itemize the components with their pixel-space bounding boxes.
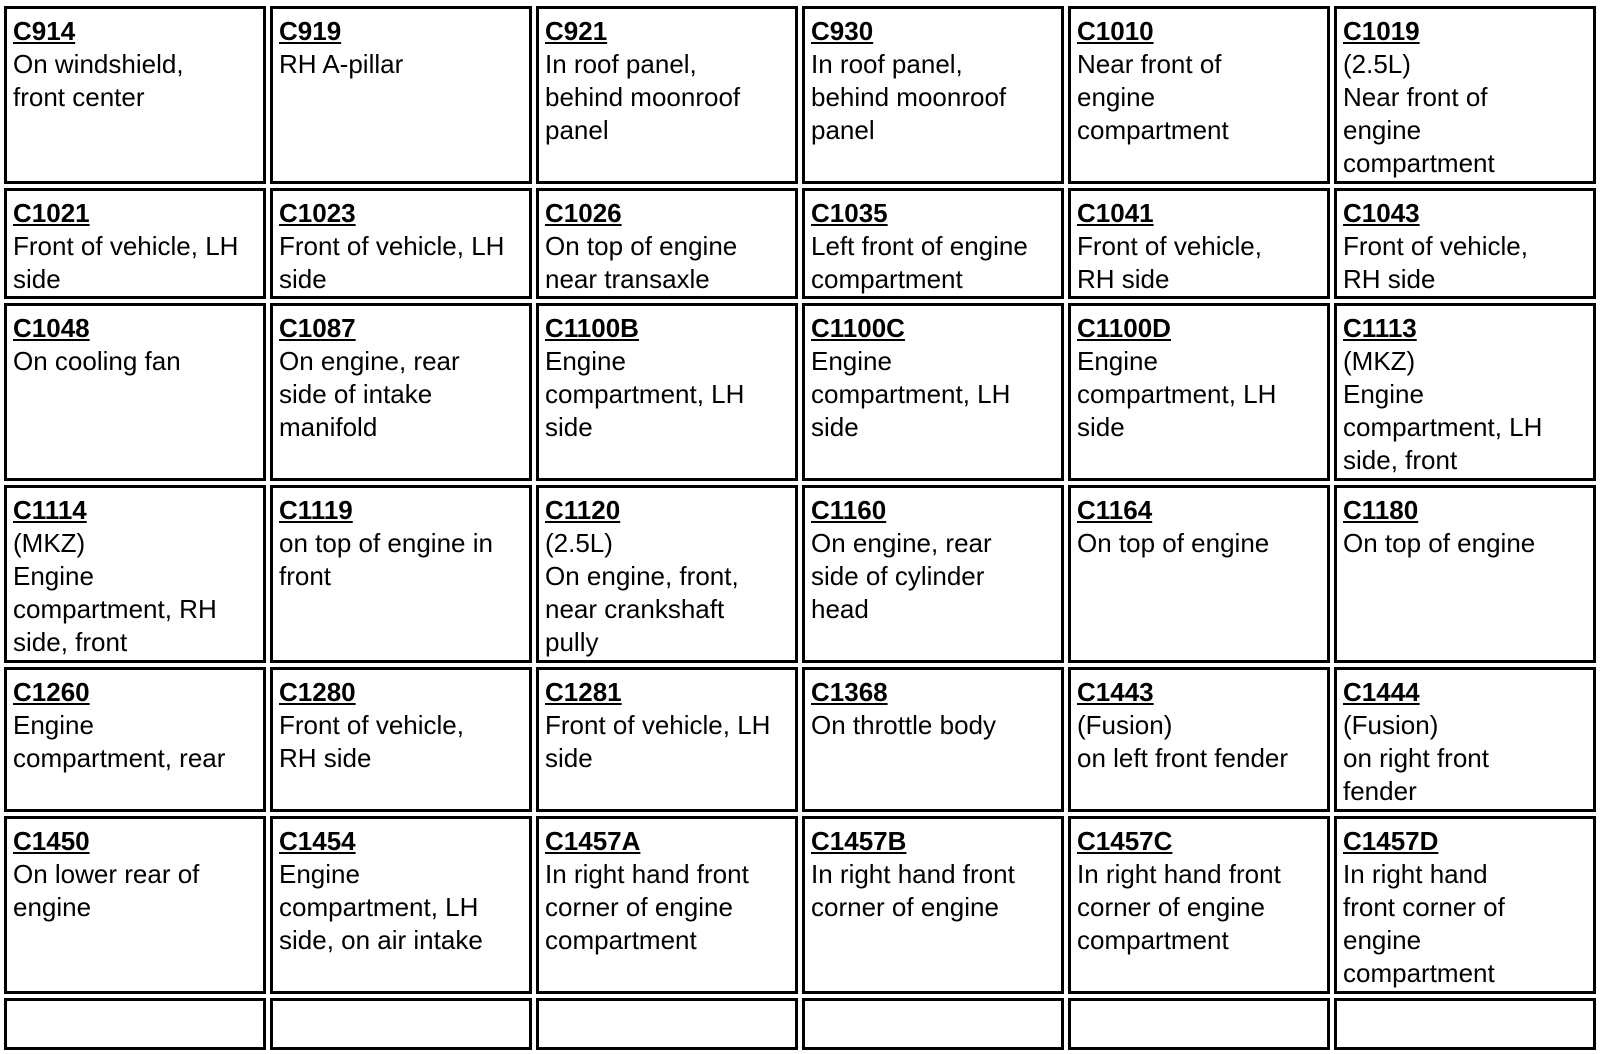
connector-code: C1281 bbox=[545, 677, 622, 707]
connector-code: C1260 bbox=[13, 677, 90, 707]
table-row bbox=[4, 188, 1596, 299]
table-cell bbox=[802, 188, 1064, 299]
connector-location: Near front of engine compartment bbox=[1077, 49, 1229, 145]
connector-location: In right hand front corner of engine compartment bbox=[1077, 859, 1281, 955]
connector-code: C1454 bbox=[279, 826, 356, 856]
connector-location: On engine, rear side of cylinder head bbox=[811, 528, 992, 624]
connector-location: (Fusion) on right front fender bbox=[1343, 710, 1489, 806]
table-cell bbox=[536, 6, 798, 184]
connector-code: C1119 bbox=[279, 495, 353, 525]
connector-code: C1113 bbox=[1343, 313, 1417, 343]
connector-location: On windshield, front center bbox=[13, 49, 184, 112]
connector-location: on top of engine in front bbox=[279, 528, 493, 591]
connector-location: In right hand front corner of engine bbox=[811, 859, 1015, 922]
table-cell bbox=[270, 188, 532, 299]
connector-code: C1457D bbox=[1343, 826, 1439, 856]
connector-code: C1160 bbox=[811, 495, 887, 525]
table-cell-empty bbox=[4, 998, 266, 1050]
connector-code: C1043 bbox=[1343, 198, 1420, 228]
table-row bbox=[4, 303, 1596, 481]
table-cell bbox=[1068, 188, 1330, 299]
connector-location: (MKZ) Engine compartment, RH side, front bbox=[13, 528, 217, 657]
connector-location: On lower rear of engine bbox=[13, 859, 200, 922]
table-cell bbox=[1068, 303, 1330, 481]
connector-location: RH A-pillar bbox=[279, 49, 404, 79]
table-cell bbox=[1334, 188, 1596, 299]
connector-code: C1450 bbox=[13, 826, 90, 856]
connector-code: C1457A bbox=[545, 826, 641, 856]
table-cell bbox=[1068, 667, 1330, 812]
connector-code: C1048 bbox=[13, 313, 90, 343]
connector-location: Front of vehicle, LH side bbox=[279, 231, 505, 294]
table-cell-empty bbox=[536, 998, 798, 1050]
connector-code: C1180 bbox=[1343, 495, 1419, 525]
table-cell bbox=[1334, 6, 1596, 184]
table-cell bbox=[4, 303, 266, 481]
connector-code: C1164 bbox=[1077, 495, 1153, 525]
table-cell bbox=[270, 6, 532, 184]
connector-code: C1100D bbox=[1077, 313, 1171, 343]
connector-location: Engine compartment, LH side, on air intake bbox=[279, 859, 483, 955]
connector-location: In roof panel, behind moonroof panel bbox=[545, 49, 741, 145]
table-cell bbox=[270, 303, 532, 481]
table-cell bbox=[270, 816, 532, 994]
connector-code: C1457C bbox=[1077, 826, 1173, 856]
connector-code: C919 bbox=[279, 16, 342, 46]
table-cell bbox=[4, 485, 266, 663]
connector-location: (MKZ) Engine compartment, LH side, front bbox=[1343, 346, 1543, 475]
connector-code: C1035 bbox=[811, 198, 888, 228]
connector-location: Engine compartment, LH side bbox=[1077, 346, 1277, 442]
table-cell bbox=[1068, 816, 1330, 994]
connector-location: In right hand front corner of engine compartment bbox=[545, 859, 749, 955]
table-cell bbox=[4, 6, 266, 184]
connector-location: On top of engine near transaxle bbox=[545, 231, 738, 294]
table-cell bbox=[802, 816, 1064, 994]
connector-code: C1026 bbox=[545, 198, 622, 228]
connector-location: On engine, rear side of intake manifold bbox=[279, 346, 460, 442]
table-cell-empty bbox=[1068, 998, 1330, 1050]
table-cell bbox=[1334, 303, 1596, 481]
connector-code: C1010 bbox=[1077, 16, 1154, 46]
connector-location: (2.5L) On engine, front, near crankshaft pully bbox=[545, 528, 739, 657]
connector-code: C1457B bbox=[811, 826, 907, 856]
connector-location: Engine compartment, rear bbox=[13, 710, 226, 773]
connector-code: C921 bbox=[545, 16, 608, 46]
table-cell bbox=[802, 485, 1064, 663]
connector-location: Front of vehicle, LH side bbox=[545, 710, 771, 773]
connector-location: Engine compartment, LH side bbox=[811, 346, 1011, 442]
table-cell bbox=[4, 667, 266, 812]
table-row bbox=[4, 667, 1596, 812]
connector-code: C930 bbox=[811, 16, 874, 46]
connector-code: C1023 bbox=[279, 198, 356, 228]
connector-location-table bbox=[0, 2, 1600, 1054]
connector-location: In right hand front corner of engine compartment bbox=[1343, 859, 1505, 988]
table-cell-empty bbox=[802, 998, 1064, 1050]
connector-code: C1443 bbox=[1077, 677, 1154, 707]
table-cell bbox=[536, 303, 798, 481]
table-cell bbox=[1068, 485, 1330, 663]
connector-code: C1100B bbox=[545, 313, 639, 343]
connector-code: C1019 bbox=[1343, 16, 1420, 46]
connector-code: C1444 bbox=[1343, 677, 1420, 707]
connector-code: C1120 bbox=[545, 495, 621, 525]
table-cell bbox=[536, 667, 798, 812]
connector-location: Front of vehicle, RH side bbox=[1343, 231, 1528, 294]
connector-code: C1021 bbox=[13, 198, 90, 228]
table-cell bbox=[1334, 485, 1596, 663]
table-cell bbox=[270, 667, 532, 812]
table-cell-empty bbox=[1334, 998, 1596, 1050]
connector-location: Front of vehicle, RH side bbox=[1077, 231, 1262, 294]
table-cell bbox=[536, 188, 798, 299]
connector-code: C1087 bbox=[279, 313, 356, 343]
connector-location: In roof panel, behind moonroof panel bbox=[811, 49, 1007, 145]
table-row-partial bbox=[4, 998, 1596, 1050]
table-row bbox=[4, 6, 1596, 184]
table-cell bbox=[536, 816, 798, 994]
table-cell bbox=[1334, 816, 1596, 994]
connector-location: Left front of engine compartment bbox=[811, 231, 1028, 294]
table-row bbox=[4, 485, 1596, 663]
connector-code: C914 bbox=[13, 16, 76, 46]
connector-location: Front of vehicle, LH side bbox=[13, 231, 239, 294]
table-cell bbox=[1334, 667, 1596, 812]
connector-location: Engine compartment, LH side bbox=[545, 346, 745, 442]
table-cell bbox=[1068, 6, 1330, 184]
connector-code: C1114 bbox=[13, 495, 87, 525]
connector-location: On cooling fan bbox=[13, 346, 181, 376]
table-cell-empty bbox=[270, 998, 532, 1050]
table-cell bbox=[802, 303, 1064, 481]
connector-location: On top of engine bbox=[1343, 528, 1536, 558]
table-cell bbox=[802, 6, 1064, 184]
connector-location: (Fusion) on left front fender bbox=[1077, 710, 1289, 773]
connector-location: (2.5L) Near front of engine compartment bbox=[1343, 49, 1495, 178]
connector-code: C1100C bbox=[811, 313, 905, 343]
table-cell bbox=[802, 667, 1064, 812]
connector-code: C1368 bbox=[811, 677, 888, 707]
connector-location: Front of vehicle, RH side bbox=[279, 710, 464, 773]
connector-location: On throttle body bbox=[811, 710, 996, 740]
connector-code: C1280 bbox=[279, 677, 356, 707]
table-row bbox=[4, 816, 1596, 994]
connector-code: C1041 bbox=[1077, 198, 1154, 228]
table-cell bbox=[270, 485, 532, 663]
table-cell bbox=[4, 816, 266, 994]
table-cell bbox=[536, 485, 798, 663]
connector-location: On top of engine bbox=[1077, 528, 1270, 558]
table-cell bbox=[4, 188, 266, 299]
